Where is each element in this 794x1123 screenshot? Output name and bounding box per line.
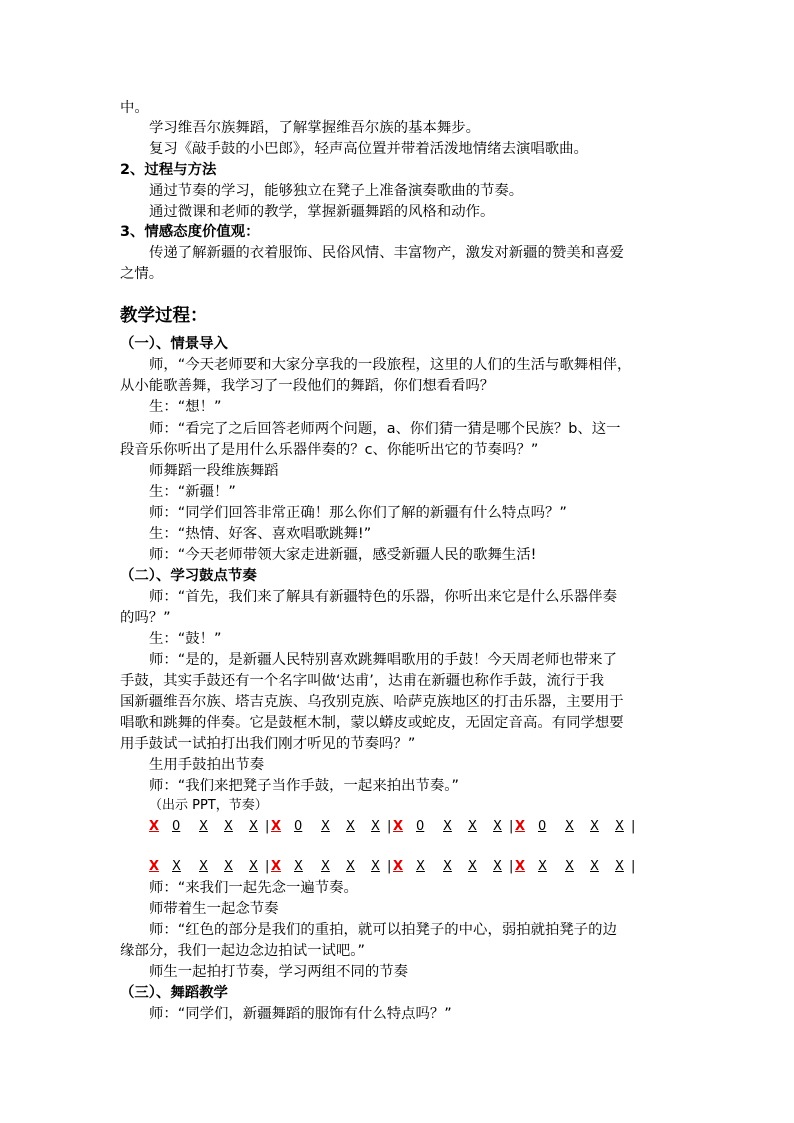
rhythm-note: X — [346, 819, 355, 834]
rhythm-note: X — [224, 819, 233, 834]
rhythm-note: X — [565, 859, 574, 874]
bar-line: | — [631, 859, 636, 874]
text-line: 师带着生一起念节奏 — [149, 901, 279, 917]
rhythm-note: 0 — [294, 819, 303, 834]
rhythm-note: X — [249, 819, 258, 834]
rhythm-notation-row — [149, 817, 639, 837]
text-line: 师：“今天老师带领大家走进新疆，感受新疆人民的歌舞生活! — [149, 547, 537, 563]
text-line: 师：“首先，我们来了解具有新疆特色的乐器，你听出来它是什么乐器伴奏 — [149, 589, 617, 605]
text-line: 复习《敲手鼓的小巴郎》，轻声高位置并带着活泼地情绪去演唱歌曲。 — [149, 141, 588, 157]
text-line: 手鼓，其实手鼓还有一个名字叫做‘达甫’，达甫在新疆也称作手鼓，流行于我 — [120, 673, 605, 689]
strong-beat-note: X — [271, 859, 282, 874]
text-line: 师：“红色的部分是我们的重拍，就可以拍凳子的中心，弱拍就拍凳子的边 — [149, 922, 617, 938]
text-line: 的吗？” — [120, 610, 171, 626]
strong-beat-note: X — [149, 819, 160, 834]
bar-line: | — [265, 819, 270, 834]
text-line: 师：“是的，是新疆人民特别喜欢跳舞唱歌用的手鼓！今天周老师也带来了 — [149, 652, 617, 668]
text-line: 段音乐你听出了是用什么乐器伴奏的？c、你能听出它的节奏吗？” — [120, 442, 539, 458]
bar-line: | — [265, 859, 270, 874]
section-heading: （一）、情景导入 — [120, 336, 228, 352]
text-line: （出示 PPT，节奏） — [149, 798, 268, 813]
text-line: 学习维吾尔族舞蹈，了解掌握维吾尔族的基本舞步。 — [149, 120, 480, 136]
rhythm-note: X — [346, 859, 355, 874]
strong-beat-note: X — [271, 819, 282, 834]
rhythm-note: 0 — [416, 819, 425, 834]
rhythm-note: X — [199, 859, 208, 874]
section-heading: 3、情感态度价值观： — [120, 224, 260, 240]
text-line: 师：“我们来把凳子当作手鼓，一起来拍出节奏。” — [149, 778, 459, 794]
text-line: 从小能歌善舞，我学习了一段他们的舞蹈，你们想看看吗？ — [120, 378, 495, 394]
rhythm-notation-row — [149, 857, 639, 877]
bar-line: | — [387, 859, 392, 874]
rhythm-note: X — [321, 859, 330, 874]
section-heading: （三）、舞蹈教学 — [120, 985, 228, 1001]
rhythm-note: X — [615, 859, 624, 874]
text-line: 师舞蹈一段维族舞蹈 — [149, 463, 279, 479]
bar-line: | — [631, 819, 636, 834]
strong-beat-note: X — [393, 859, 404, 874]
strong-beat-note: X — [515, 859, 526, 874]
rhythm-note: X — [199, 819, 208, 834]
rhythm-note: X — [443, 859, 452, 874]
text-line: 师：“同学们，新疆舞蹈的服饰有什么特点吗？” — [149, 1006, 452, 1022]
text-line: 生：“鼓！” — [149, 631, 222, 647]
text-line: 生用手鼓拍出节奏 — [149, 757, 265, 773]
text-line: 生：“新疆！” — [149, 484, 236, 500]
text-line: 国新疆维吾尔族、塔吉克族、乌孜别克族、哈萨克族地区的打击乐器，主要用于 — [120, 694, 624, 710]
bar-line: | — [509, 859, 514, 874]
rhythm-note: X — [416, 859, 425, 874]
rhythm-note: X — [321, 819, 330, 834]
rhythm-note: X — [294, 859, 303, 874]
rhythm-note: X — [590, 859, 599, 874]
rhythm-note: X — [249, 859, 258, 874]
text-line: 师：“来我们一起先念一遍节奏。 — [149, 880, 358, 896]
rhythm-note: X — [172, 859, 181, 874]
rhythm-note: X — [371, 819, 380, 834]
strong-beat-note: X — [515, 819, 526, 834]
rhythm-note: X — [224, 859, 233, 874]
text-line: 师：“看完了之后回答老师两个问题，a、你们猜一猜是哪个民族？b、这一 — [149, 421, 621, 437]
strong-beat-note: X — [393, 819, 404, 834]
rhythm-note: X — [590, 819, 599, 834]
text-line: 传递了解新疆的衣着服饰、民俗风情、丰富物产，激发对新疆的赞美和喜爱 — [149, 245, 624, 261]
strong-beat-note: X — [149, 859, 160, 874]
text-line: 通过节奏的学习，能够独立在凳子上准备演奏歌曲的节奏。 — [149, 183, 524, 199]
text-line: 生：“热情、好客、喜欢唱歌跳舞!” — [149, 526, 372, 542]
text-line: 通过微课和老师的教学，掌握新疆舞蹈的风格和动作。 — [149, 204, 495, 220]
bar-line: | — [509, 819, 514, 834]
rhythm-note: X — [538, 859, 547, 874]
rhythm-note: X — [371, 859, 380, 874]
text-line: 唱歌和跳舞的伴奏。它是鼓框木制，蒙以蟒皮或蛇皮，无固定音高。有同学想要 — [120, 715, 624, 731]
text-line: 中。 — [120, 100, 149, 116]
text-line: 生：“想！” — [149, 399, 222, 415]
rhythm-note: X — [493, 859, 502, 874]
rhythm-note: 0 — [172, 819, 181, 834]
text-line: 缘部分，我们一起边念边拍试一试吧。” — [120, 943, 365, 959]
text-line: 师：“同学们回答非常正确！那么你们了解的新疆有什么特点吗？” — [149, 505, 567, 521]
rhythm-note: X — [565, 819, 574, 834]
rhythm-note: X — [615, 819, 624, 834]
rhythm-note: X — [468, 819, 477, 834]
text-line: 之情。 — [120, 266, 164, 282]
text-line: 师，“今天老师要和大家分享我的一段旅程，这里的人们的生活与歌舞相伴， — [149, 357, 632, 373]
rhythm-note: X — [443, 819, 452, 834]
page-title: 教学过程： — [120, 306, 208, 326]
rhythm-note: X — [493, 819, 502, 834]
text-line: 师生一起拍打节奏，学习两组不同的节奏 — [149, 964, 409, 980]
section-heading: （二）、学习鼓点节奏 — [120, 568, 257, 584]
rhythm-note: X — [468, 859, 477, 874]
rhythm-note: 0 — [538, 819, 547, 834]
section-heading: 2、过程与方法 — [120, 162, 217, 178]
bar-line: | — [387, 819, 392, 834]
text-line: 用手鼓试一试拍打出我们刚才听见的节奏吗？” — [120, 736, 416, 752]
